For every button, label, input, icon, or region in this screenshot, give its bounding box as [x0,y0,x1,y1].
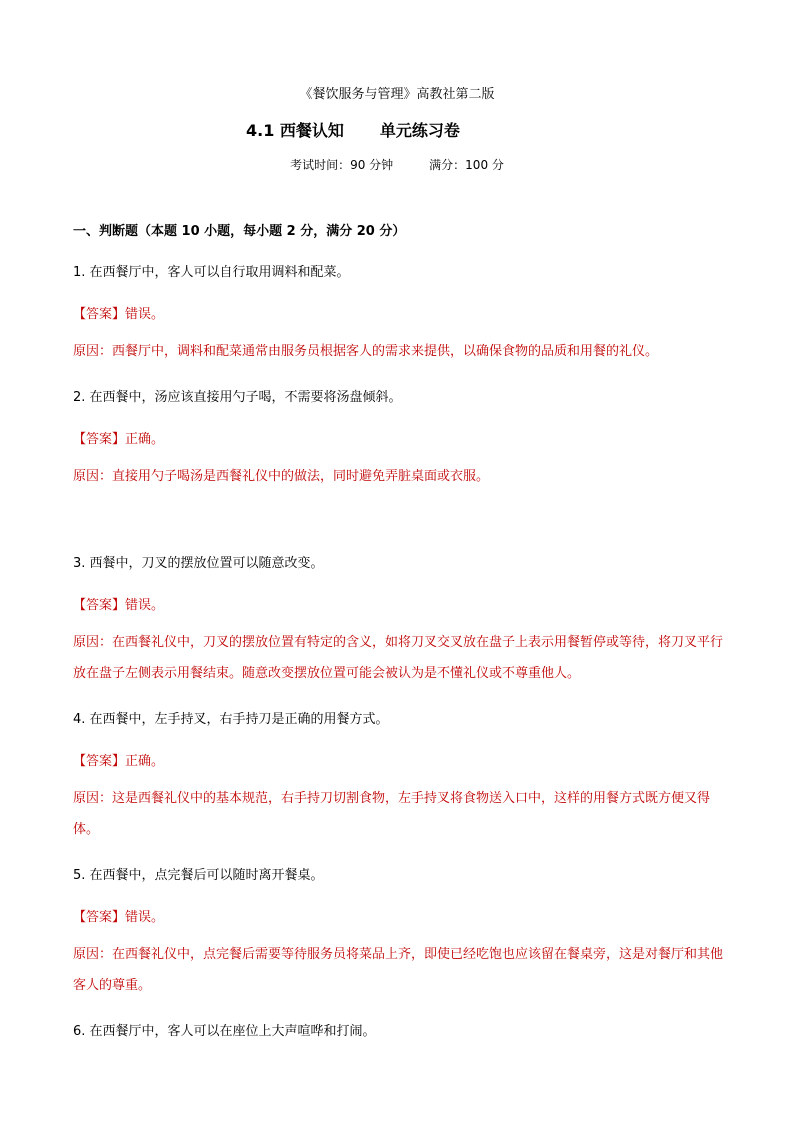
book-title: 《餐饮服务与管理》高教社第二版 [299,87,495,102]
section-heading: 一、判断题（本题 10 小题，每小题 2 分，满分 20 分） [73,224,406,239]
reason-1: 原因：西餐厅中，调料和配菜通常由服务员根据客人的需求来提供，以确保食物的品质和用餐的礼仪。 [73,344,659,359]
question-1: 1. 在西餐厅中，客人可以自行取用调料和配菜。 [73,265,350,280]
answer-tag: 【答案】 [73,432,126,447]
answer-tag: 【答案】 [73,307,126,322]
answer-value: 错误。 [125,910,165,925]
answer-value: 错误。 [125,598,165,613]
answer-value: 正确。 [125,754,165,769]
answer-2 [73,428,164,447]
exam-score: 满分：100 分 [429,158,504,172]
answer-4 [73,750,164,769]
answer-5 [73,906,164,925]
exam-time: 考试时间：90 分钟 [290,158,394,172]
title-unit: 4.1 西餐认知 [246,121,344,140]
question-5: 5. 在西餐中，点完餐后可以随时离开餐桌。 [73,868,324,883]
reason-3: 原因：在西餐礼仪中，刀叉的摆放位置有特定的含义，如将刀叉交叉放在盘子上表示用餐暂停或等待，将刀叉平行放在盘子左侧表示用餐结束。随意改变摆放位置可能会被认为是不懂礼仪或不尊重他人。 [73,635,724,681]
question-6: 6. 在西餐厅中，客人可以在座位上大声喧哗和打闹。 [73,1024,376,1039]
answer-3 [73,594,164,613]
question-3: 3. 西餐中，刀叉的摆放位置可以随意改变。 [73,556,324,571]
answer-1 [73,303,164,322]
page-title [246,118,460,141]
reason-2: 原因：直接用勺子喝汤是西餐礼仪中的做法，同时避免弄脏桌面或衣服。 [73,469,490,484]
question-4: 4. 在西餐中，左手持叉，右手持刀是正确的用餐方式。 [73,712,389,727]
title-type: 单元练习卷 [379,121,460,140]
reason-5: 原因：在西餐礼仪中，点完餐后需要等待服务员将菜品上齐，即使已经吃饱也应该留在餐桌旁，这是对餐厅和其他客人的尊重。 [73,947,724,993]
answer-value: 正确。 [125,432,165,447]
answer-value: 错误。 [125,307,165,322]
reason-4: 原因：这是西餐礼仪中的基本规范，右手持刀切割食物，左手持叉将食物送入口中，这样的用餐方式既方便又得体。 [73,791,711,837]
exam-meta [0,156,794,173]
answer-tag: 【答案】 [73,754,126,769]
answer-tag: 【答案】 [73,598,126,613]
question-2: 2. 在西餐中，汤应该直接用勺子喝，不需要将汤盘倾斜。 [73,390,402,405]
answer-tag: 【答案】 [73,910,126,925]
